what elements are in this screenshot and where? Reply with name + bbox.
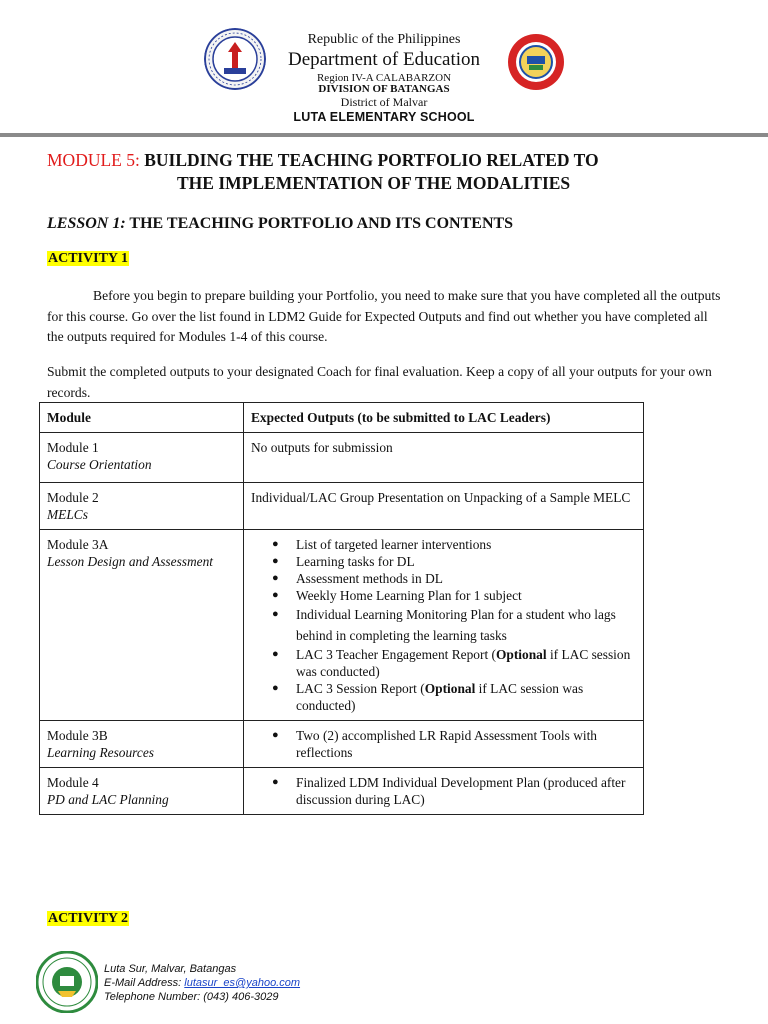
optional-label: Optional [495,647,547,662]
instructions-paragraph-2: Submit the completed outputs to your designated Coach for final evaluation. Keep a copy of all your outputs for your own records. [47,364,712,400]
list-item: ● Assessment methods in DL [296,570,636,587]
lesson-heading: THE TEACHING PORTFOLIO AND ITS CONTENTS [129,215,514,232]
module-subtitle: Learning Resources [47,745,154,760]
list-item: ● Learning tasks for DL [296,553,636,570]
list-item [296,646,636,680]
module-name: Module 1 [47,440,99,455]
email-link[interactable]: lutasur_es@yahoo.com [184,977,301,989]
list-item: ● List of targeted learner interventions [296,536,636,553]
table-header-module: Module [40,403,244,433]
module-subtitle: PD and LAC Planning [47,792,169,807]
list-item: ● Finalized LDM Individual Development Plan (produced after discussion during LAC) [296,774,636,808]
module-name: Module 3B [47,728,108,743]
header-division: DIVISION OF BATANGAS [318,83,450,95]
list-item [296,680,636,714]
expected-outputs-table [39,402,644,815]
output-cell [244,530,644,721]
output-cell: No outputs for submission [244,433,644,483]
activity-2-heading [47,909,129,927]
table-row [40,721,644,768]
output-cell [244,721,644,768]
school-seal-icon [36,951,98,1013]
output-list [251,536,636,714]
output-list [251,727,636,761]
lesson-label: LESSON 1: [47,215,126,232]
activity-1-label: ACTIVITY 1 [48,251,128,266]
module-cell [40,433,244,483]
footer-email-label: E-Mail Address: [104,977,185,989]
report-text: LAC 3 Teacher Engagement Report ( [296,647,496,662]
header-republic: Republic of the Philippines [307,32,461,47]
table-row [40,433,644,483]
header-divider [0,133,768,137]
header-district: District of Malvar [340,95,428,109]
module-title-line2: THE IMPLEMENTATION OF THE MODALITIES [177,173,571,193]
header-school: LUTA ELEMENTARY SCHOOL [293,110,475,124]
report-text: if LAC session was conducted) [296,647,631,679]
list-item: ● Weekly Home Learning Plan for 1 subject [296,587,636,604]
table-row [40,530,644,721]
output-cell [244,768,644,815]
activity-1-heading [47,249,129,267]
footer-phone: Telephone Number: (043) 406-3029 [104,991,279,1003]
list-item: ● Two (2) accomplished LR Rapid Assessment Tools with reflections [296,727,636,761]
lesson-title [47,215,513,233]
report-text: if LAC session was conducted) [296,681,584,713]
footer-address: Luta Sur, Malvar, Batangas [104,963,237,975]
report-text: LAC 3 Session Report ( [296,681,425,696]
list-item: ● Individual Learning Monitoring Plan for a student who lags behind in completing the learning tasks [296,604,636,646]
table-header-row [40,403,644,433]
table-row [40,768,644,815]
output-cell: Individual/LAC Group Presentation on Unpacking of a Sample MELC [244,483,644,530]
module-cell [40,530,244,721]
optional-label: Optional [424,681,476,696]
module-name: Module 2 [47,490,99,505]
table-row [40,483,644,530]
module-name: Module 3A [47,537,109,552]
activity-2-label: ACTIVITY 2 [48,911,128,926]
output-list [251,774,636,808]
header-region: Region IV-A CALABARZON [316,72,452,84]
module-name: Module 4 [47,775,99,790]
footer-contact [104,962,300,1004]
footer-email-line [104,976,300,990]
module-subtitle: Course Orientation [47,457,152,472]
module-subtitle: MELCs [47,507,88,522]
header-department: Department of Education [287,49,481,70]
module-cell [40,483,244,530]
module-cell [40,768,244,815]
module-label: MODULE 5: [47,150,140,170]
module-title [47,149,747,195]
instructions-paragraph-1: Before you begin to prepare building your Portfolio, you need to make sure that you have completed all the outputs for this course. Go over the list found in LDM2 Guide for Expected Outputs and find out whether you have completed all the outputs required for Modules 1-4 of this course. [47,288,721,344]
module-subtitle: Lesson Design and Assessment [47,554,214,569]
table-header-outputs: Expected Outputs (to be submitted to LAC Leaders) [244,403,644,433]
module-title-line1: BUILDING THE TEACHING PORTFOLIO RELATED TO [144,150,599,170]
module-cell [40,721,244,768]
